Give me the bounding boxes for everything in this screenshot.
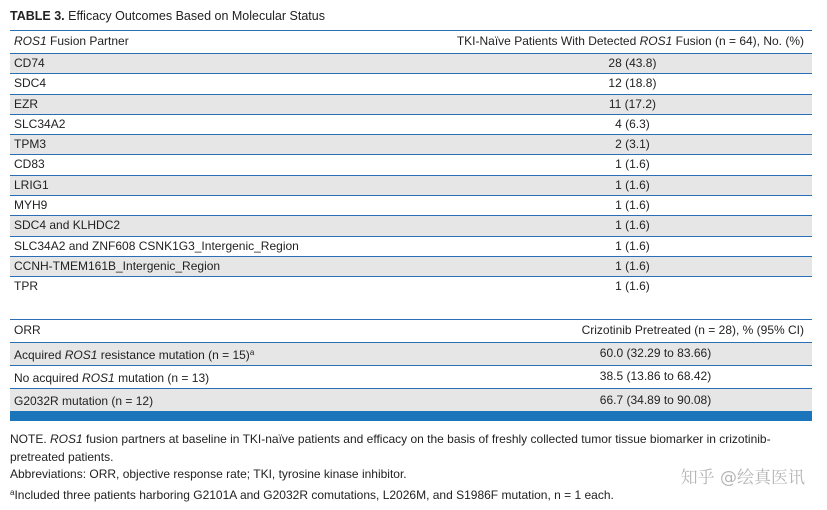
fusion-partner-cell: SDC4 and KLHDC2 <box>10 216 453 236</box>
table-title-text: Efficacy Outcomes Based on Molecular Status <box>68 9 325 23</box>
table-row <box>10 135 812 155</box>
fusion-partner-cell: SDC4 <box>10 74 453 94</box>
orr-group-cell: Acquired ROS1 resistance mutation (n = 15)$^a$ <box>10 342 499 365</box>
orr-group-cell: G2032R mutation (n = 12) <box>10 389 499 412</box>
fusion-partner-cell: CD74 <box>10 54 453 74</box>
patient-count-cell: 1 (1.6) <box>453 216 812 236</box>
orr-group-cell: No acquired ROS1 mutation (n = 13) <box>10 365 499 388</box>
table-row <box>10 236 812 256</box>
patient-count-cell: 1 (1.6) <box>453 256 812 276</box>
patient-count-cell: 1 (1.6) <box>453 236 812 256</box>
fusion-partner-cell: CD83 <box>10 155 453 175</box>
table-row <box>10 256 812 276</box>
orr-value-cell: 38.5 (13.86 to 68.42) <box>499 365 812 388</box>
table-row <box>10 389 812 412</box>
table-row <box>10 114 812 134</box>
footnote: $^a$Included three patients harboring G2101A and G2032R comutations, L2026M, and S1986F mutation, n = 1 each. <box>10 487 614 502</box>
table-row <box>10 216 812 236</box>
orr-table-header <box>10 319 812 342</box>
watermark: 知乎 @绘真医讯 <box>680 468 805 488</box>
table-bottom-bar <box>10 411 812 421</box>
fusion-partner-cell: MYH9 <box>10 196 453 216</box>
table-row <box>10 74 812 94</box>
table-title <box>10 0 812 30</box>
abbreviations: Abbreviations: ORR, objective response rate; TKI, tyrosine kinase inhibitor. <box>10 467 407 482</box>
patient-count-cell: 28 (43.8) <box>453 54 812 74</box>
orr-value-cell: 66.7 (34.89 to 90.08) <box>499 389 812 412</box>
table-row <box>10 94 812 114</box>
table-container <box>10 0 812 504</box>
note-paragraph: NOTE. ROS1 fusion partners at baseline in TKI-naïve patients and efficacy on the basis of freshly collected tumor tissue biomarker in crizotinib-pretreated patients. <box>10 432 771 464</box>
orr-value-cell: 60.0 (32.29 to 83.66) <box>499 342 812 365</box>
table-row <box>10 277 812 297</box>
tki-naive-header: TKI-Naïve Patients With Detected ROS1 Fusion (n = 64), No. (%) <box>453 31 812 54</box>
table-row <box>10 155 812 175</box>
patient-count-cell: 1 (1.6) <box>453 196 812 216</box>
fusion-partner-cell: LRIG1 <box>10 175 453 195</box>
patient-count-cell: 1 (1.6) <box>453 175 812 195</box>
fusion-partner-header: ROS1 Fusion Partner <box>10 31 453 54</box>
orr-header: ORR <box>10 319 499 342</box>
fusion-table-header <box>10 31 812 54</box>
fusion-partner-cell: TPR <box>14 279 38 294</box>
table-row <box>10 365 812 388</box>
table-number: TABLE 3. <box>10 9 65 23</box>
fusion-partner-table <box>10 30 812 297</box>
patient-count-cell: 4 (6.3) <box>453 114 812 134</box>
table-row <box>10 342 812 365</box>
crizotinib-header: Crizotinib Pretreated (n = 28), % (95% CI) <box>499 319 812 342</box>
fusion-partner-cell: SLC34A2 <box>10 114 453 134</box>
patient-count-cell: 2 (3.1) <box>453 135 812 155</box>
table-row <box>10 175 812 195</box>
patient-count-cell: 1 (1.6) <box>615 279 650 294</box>
patient-count-cell: 1 (1.6) <box>453 155 812 175</box>
orr-table <box>10 319 812 412</box>
fusion-partner-cell: SLC34A2 and ZNF608 CSNK1G3_Intergenic_Region <box>10 236 453 256</box>
fusion-partner-cell: TPM3 <box>10 135 453 155</box>
patient-count-cell: 12 (18.8) <box>453 74 812 94</box>
patient-count-cell: 11 (17.2) <box>453 94 812 114</box>
table-row <box>10 54 812 74</box>
fusion-partner-cell: EZR <box>10 94 453 114</box>
table-row <box>10 196 812 216</box>
fusion-partner-cell: CCNH-TMEM161B_Intergenic_Region <box>10 256 453 276</box>
